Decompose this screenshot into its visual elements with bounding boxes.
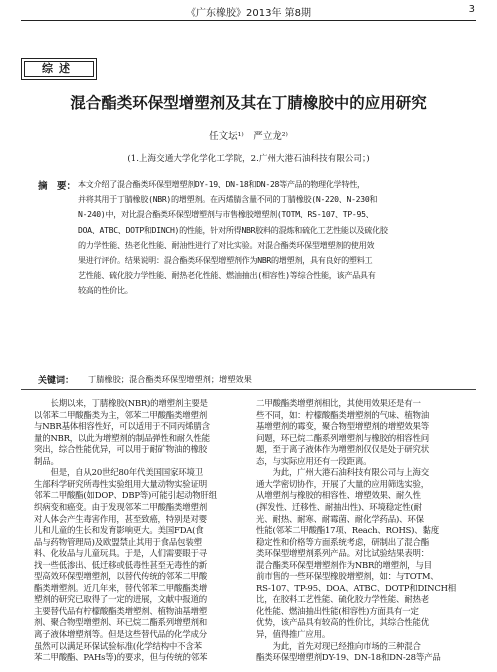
abstract-line: 的力学性能、热老化性能、耐油性进行了对比实验。对混合酯类环保型增塑剂的使用效 — [78, 239, 375, 250]
body-line: (挥发性、迁移性、耐抽出性)、环境稳定性(耐 — [256, 501, 422, 512]
body-line: 离子液体增塑剂等。但是这些替代品的化学成分 — [34, 629, 207, 639]
body-line: 混合酯类环保型增塑剂作为NBR的增塑剂，与目 — [256, 559, 432, 570]
body-line: 型高效环保型增塑剂，以替代传统的邻苯二甲酸 — [34, 571, 207, 582]
body-line: 基增塑剂的霉变，聚合物型增塑剂的增塑效果等 — [256, 421, 429, 432]
abstract-line: 本文介绍了混合酯类环保型增塑剂DY-19、DN-18和DN-28等产品的物理化学特性， — [78, 179, 365, 189]
body-line: 题，至于离子液体作为增塑剂仅仅是处于研究状 — [256, 444, 429, 455]
body-line: 以邻苯二甲酸酯类为主，邻苯二甲酸酯类增塑剂 — [34, 409, 207, 420]
journal-issue: 《广东橡胶》2013年 第8期 — [186, 8, 311, 19]
body-line: 制品。 — [34, 455, 59, 466]
section-label: 综述 — [24, 61, 94, 77]
keywords-text: 丁腈橡胶；混合酯类环保型增塑剂；增塑效果 — [88, 374, 252, 384]
body-line: 虽然可以满足环保试验标准(化学结构中不含苯 — [34, 640, 202, 651]
body-line: 生部科学研究所毒性实验组用大量动物实验证明 — [34, 478, 207, 489]
body-line: 类环保型增塑剂系列产品。对比试验结果表明： — [256, 548, 429, 559]
body-line: 与NBR基体相容性好，可以适用于不同丙烯腈含 — [34, 421, 210, 432]
body-line: 比，在胶料工艺性能、硫化胶力学性能、耐热老 — [256, 594, 429, 605]
abstract-line: 较高的性价比。 — [78, 285, 133, 296]
body-line: 酯类增塑剂。近几年来，替代邻苯二甲酸酯类增 — [34, 582, 207, 593]
abstract-line: 艺性能、硫化胶力学性能、耐热老化性能、燃油抽出(相容性)等综合性能，该产品具有 — [78, 270, 376, 281]
body-line: 问题，环已烷二酯系列增塑剂与橡胶的相容性问 — [256, 432, 429, 443]
body-line: 织病变和癌变。由于发现邻苯二甲酸酯类增塑剂 — [34, 501, 207, 512]
body-line: 塑剂的研究已取得了一定的进展，文献中报道的 — [34, 594, 207, 605]
abstract-line: DOA、ATBC、DOTP和DINCH)的性能，针对所得NBR胶料的混炼和硫化工艺性能以及硫化胶 — [78, 224, 388, 235]
article-title: 混合酯类环保型增塑剂及其在丁腈橡胶中的应用研究 — [70, 93, 427, 112]
body-line: 找一些低渗出、低迁移或低毒性甚至无毒性的新 — [34, 559, 207, 570]
body-line: 儿和儿童的生长和发育影响更大。美国FDA(食 — [34, 525, 204, 536]
body-line: 料、化妆品与儿童玩具。于是，人们需要眼于寻 — [34, 548, 207, 559]
keywords-rule — [21, 389, 476, 390]
affiliation: (1.上海交通大学化学化工学院，2.广州大港石油科技有限公司；) — [127, 154, 370, 164]
keywords-label: 关键词： — [38, 376, 75, 386]
body-line: 主要替代品有柠檬酸酯类增塑剂、植物油基增塑 — [34, 605, 207, 616]
body-line: RS-107、TP-95、DOA、ATBC、DOTP和DINCH相 — [256, 582, 456, 593]
body-line: 为此，首先对现已经推向市场的三种混合 — [256, 640, 421, 651]
page-number: 3 — [468, 4, 475, 15]
body-line: 为此，广州大港石油科技有限公司与上海交 — [256, 467, 429, 478]
abstract-line: N-240)中，对比混合酯类环保型增塑剂与市售橡胶增塑剂(TOTM、RS-107、TP-95、 — [78, 209, 374, 220]
authors: 任文坛¹⁾ 严立龙²⁾ — [209, 131, 288, 142]
body-line: 异，值得推广应用。 — [256, 629, 331, 639]
body-line: 通大学密切协作，开展了大量的应用筛选实验， — [256, 478, 429, 489]
body-line: 酯类环保型增塑剂DY-19、DN-18和DN-28等产品 — [256, 652, 441, 663]
body-line: 光、耐热、耐寒、耐霉菌、耐化学药品)、环保 — [256, 513, 424, 524]
body-line: 但是，自从20世纪80年代美国国家环境卫 — [34, 467, 203, 478]
body-line: 对人体会产生毒害作用，甚至致癌，特别是对婴 — [34, 513, 207, 524]
abstract-line: 并将其用于丁腈橡胶(NBR)的增塑剂。在丙烯腈含量不同的丁腈橡胶(N-220、N-230和 — [78, 194, 378, 205]
body-line: 稳定性和价格等方面系统考虑，研制出了混合酯 — [256, 536, 429, 547]
body-line: 邻苯二甲酸酯(如DOP、DBP等)可能引起动物肝组 — [34, 490, 218, 501]
body-line: 优势，该产品具有较高的性价比，其综合性能优 — [256, 617, 429, 628]
body-line: 化性能、燃油抽出性能(相容性)方面具有一定 — [256, 605, 419, 616]
body-line: 苯二甲酸酯、PAHs等)的要求，但与传统的邻苯 — [34, 652, 208, 663]
body-line: 性能(邻苯二甲酸酯17项、Reach、ROHS)、黏度 — [256, 525, 439, 536]
body-line: 剂、聚合物型增塑剂、环已烷二酯系列增塑剂和 — [34, 617, 207, 628]
body-line: 二甲酸酯类增塑剂相比，其使用效果还是有一 — [256, 398, 421, 408]
abstract-line: 果进行评价。结果说明：混合酯类环保型增塑剂作为NBR的增塑剂，具有良好的塑料工 — [78, 255, 373, 265]
body-line: 长期以来，丁腈橡胶(NBR)的增塑剂主要是 — [34, 398, 208, 408]
body-line: 从增塑剂与橡胶的相容性、增塑效果、耐久性 — [256, 490, 421, 501]
body-line: 品与药物管理局)及欧盟禁止其用于食品包装塑 — [34, 536, 202, 547]
body-line: 量的NBR，以此为增塑剂的制品弹性和耐久性能 — [34, 432, 210, 443]
body-line: 前市售的一些环保型橡胶增塑剂，如：与TOTM、 — [256, 571, 439, 582]
header-rule — [21, 20, 476, 21]
body-line: 些不同，如：柠檬酸酯类增塑剂的气味、植物油 — [256, 409, 429, 420]
body-line: 态，与实际应用还有一段距离。 — [256, 455, 372, 466]
body-line: 突出，综合性能优异，可以用于耐矿物油的橡胶 — [34, 444, 207, 455]
abstract-label: 摘 要： — [38, 181, 77, 192]
